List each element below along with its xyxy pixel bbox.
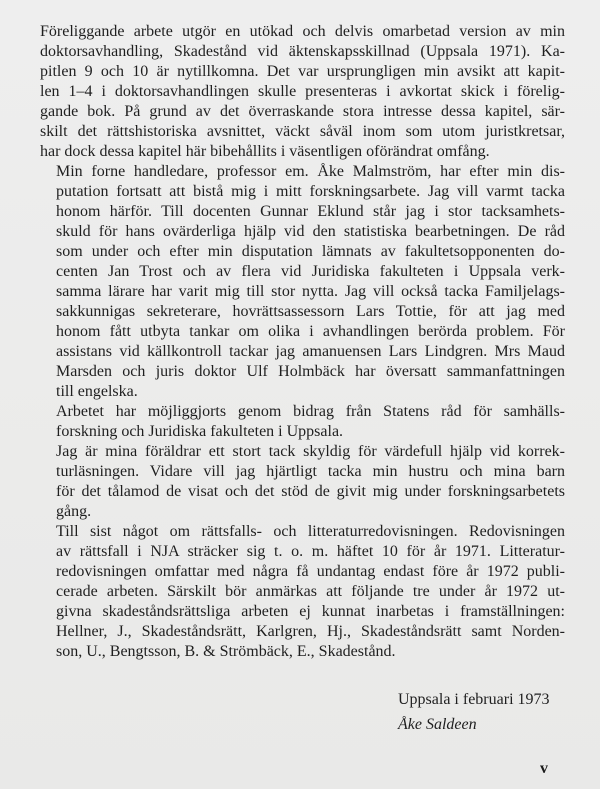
text-line: centen Jan Trost och av flera vid Juridiska fakulteten i Uppsala verk- (56, 263, 565, 280)
text-line: assistans vid källkontroll tackar jag amanuensen Lars Lindgren. Mrs Maud (56, 343, 565, 360)
paragraph-3 (40, 402, 565, 442)
text-line: Min forne handledare, professor em. Åke Malmström, har efter min dis- (56, 163, 565, 180)
text-line: som under och efter min disputation lämnats av fakultetsopponenten do- (56, 243, 565, 260)
text-line: skuld för hans ovärderliga hjälp vid den statistiska bearbetningen. De råd (56, 223, 565, 240)
place-date-line: Uppsala i februari 1973 (398, 691, 550, 708)
text-line: gande bok. På grund av det överraskande stora intresse dessa kapitel, sär- (40, 103, 565, 120)
text-line: honom härför. Till docenten Gunnar Eklund står jag i stor tacksamhets- (56, 203, 565, 220)
text-line: Arbetet har möjliggjorts genom bidrag från Statens råd för samhälls- (56, 403, 565, 420)
text-line: av rättsfall i NJA sträcker sig t. o. m. häftet 10 för år 1971. Litteratur- (56, 543, 565, 560)
page-number: v (540, 760, 548, 777)
text-line: samma lärare har varit mig till stor nytta. Jag vill också tacka Familjelags- (56, 283, 565, 300)
text-line: Marsden och juris doktor Ulf Holmbäck har översatt sammanfattningen (56, 363, 565, 380)
text-line: Till sist något om rättsfalls- och litteraturredovisningen. Redovisningen (56, 523, 565, 540)
text-line: doktorsavhandling, Skadestånd vid äktenskapsskillnad (Uppsala 1971). Ka- (40, 43, 565, 60)
text-line: putation fortsatt att bistå mig i mitt forskningsarbete. Jag vill varmt tacka (56, 183, 565, 200)
preface-text (40, 22, 565, 662)
paragraph-2 (40, 162, 565, 402)
text-line: forskning och Juridiska fakulteten i Uppsala. (56, 423, 344, 440)
paragraph-5 (40, 522, 565, 662)
text-line: redovisningen omfattar med några få undantag endast före år 1972 publi- (56, 563, 565, 580)
text-line: Föreliggande arbete utgör en utökad och delvis omarbetad version av min (40, 23, 565, 40)
text-line: cerade arbeten. Särskilt bör anmärkas att följande tre under år 1972 ut- (56, 583, 565, 600)
paragraph-4 (40, 442, 565, 522)
text-line: gång. (56, 503, 92, 520)
text-line: givna skadeståndsrättsliga arbeten ej kunnat inarbetas i framställningen: (56, 603, 565, 620)
text-line: pitlen 9 och 10 är nytillkomna. Det var ursprungligen min avsikt att kapit- (40, 63, 565, 80)
text-line: son, U., Bengtsson, B. & Strömbäck, E., Skadestånd. (56, 643, 396, 660)
text-line: Hellner, J., Skadeståndsrätt, Karlgren, Hj., Skadeståndsrätt samt Norden- (56, 623, 565, 640)
text-line: honom fått utbyta tankar om olika i avhandlingen berörda problem. För (56, 323, 565, 340)
text-line: för det tålamod de visat och det stöd de givit mig under forskningsarbetets (56, 483, 565, 500)
text-line: skilt det rättshistoriska avsnittet, väckt såväl inom som utom juristkretsar, (40, 123, 565, 140)
text-line: Jag är mina föräldrar ett stort tack skyldig för värdefull hjälp vid korrek- (56, 443, 565, 460)
text-line: turläsningen. Vidare vill jag hjärtligt tacka min hustru och mina barn (56, 463, 565, 480)
paragraph-1 (40, 22, 565, 162)
text-line: sakkunnigas sekreterare, hovrättsassessorn Lars Tottie, för att jag med (56, 303, 565, 320)
text-line: len 1–4 i doktorsavhandlingen skulle presenteras i avkortat skick i förelig- (40, 83, 565, 100)
text-line: har dock dessa kapitel här bibehållits i väsentligen oförändrat omfång. (40, 143, 490, 160)
author-signature: Åke Saldeen (398, 716, 477, 733)
text-line: till engelska. (56, 383, 138, 400)
